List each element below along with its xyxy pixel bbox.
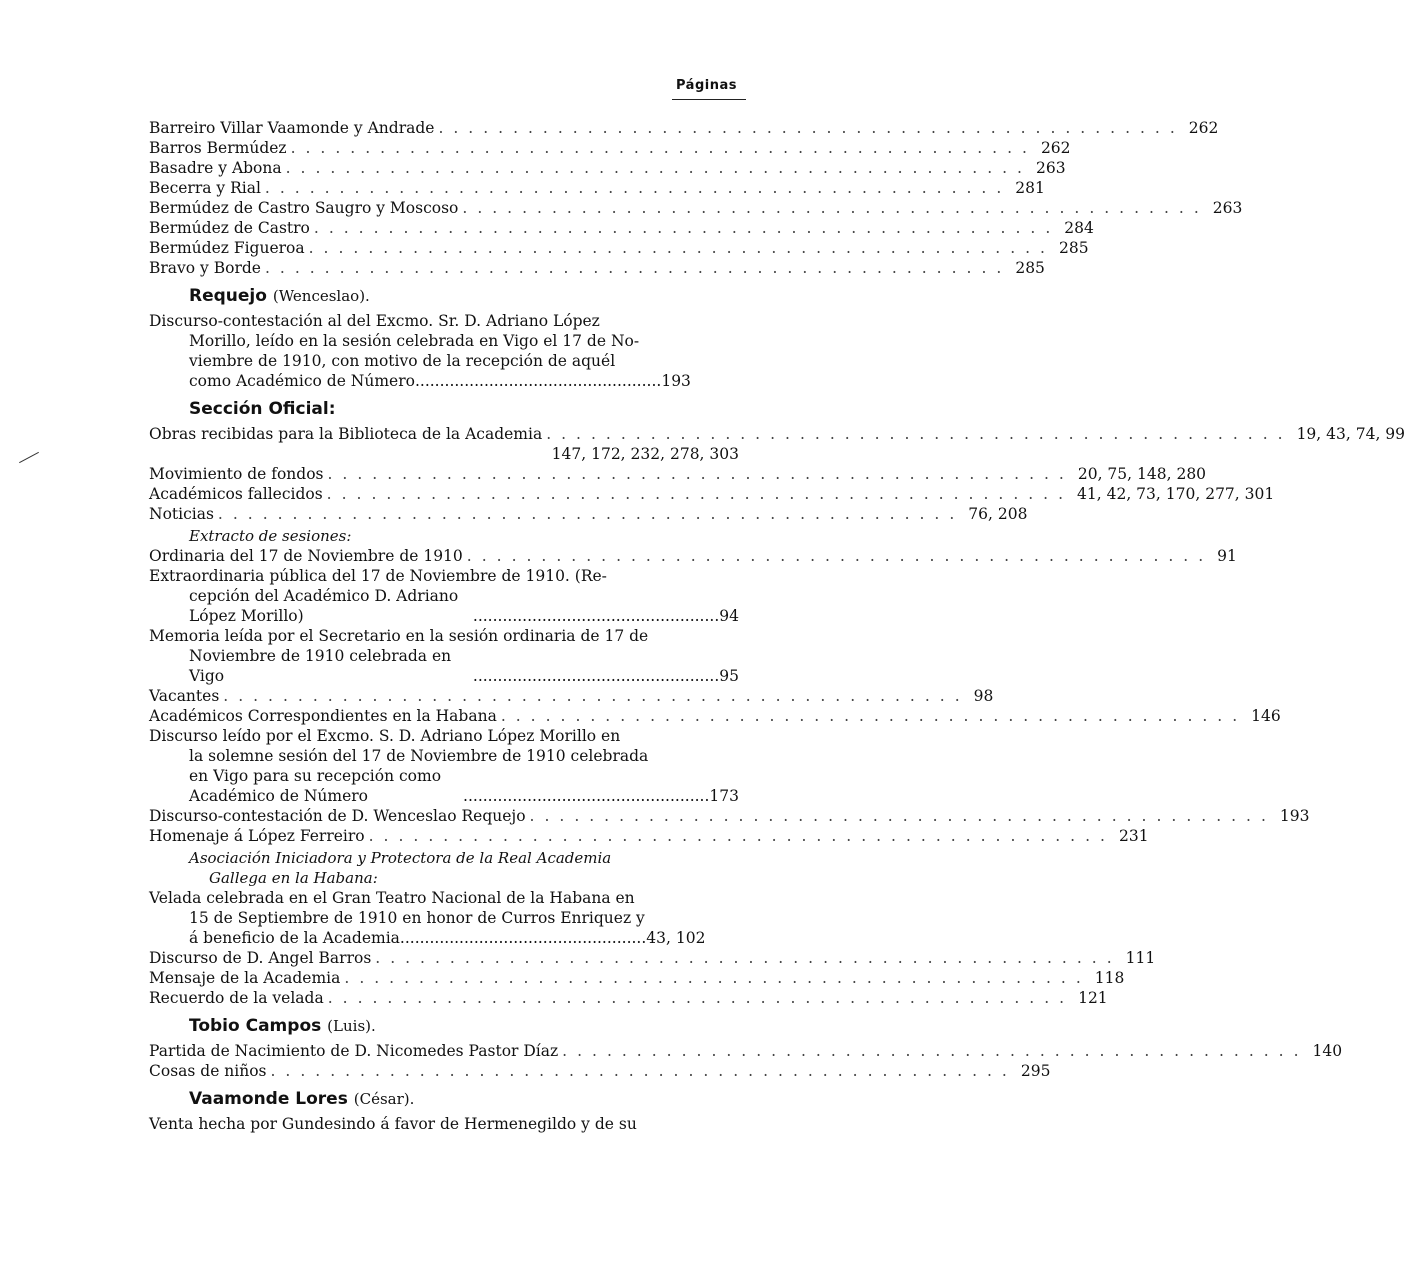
index-entry: Discurso-contestación de D. Wenceslao Requejo .................................................. 193	[149, 807, 1310, 825]
index-entry: Bermúdez de Castro Saugro y Moscoso .................................................. 263	[149, 199, 1243, 217]
index-entry: Mensaje de la Academia .................................................. 118	[149, 969, 1125, 987]
index-entry: Noticias .................................................. 76, 208	[149, 505, 1028, 523]
subsection-heading-cont: Gallega en la Habana:	[209, 869, 378, 887]
index-entry: Barreiro Villar Vaamonde y Andrade .................................................. 262	[149, 119, 1219, 137]
index-entry: Académicos Correspondientes en la Habana .................................................. 146	[149, 707, 1281, 725]
index-entry: Discurso de D. Angel Barros .................................................. 111	[149, 949, 1156, 967]
index-entry: Extraordinaria pública del 17 de Noviembre de 1910. (Re- cepción del Académico D. Adriano López Morillo) .................................................. 94	[149, 567, 739, 625]
index-entry: Discurso-contestación al del Excmo. Sr. D. Adriano López Morillo, leído en la sesión celebrada en Vigo el 17 de No- viembre de 1910, con motivo de la recepción de aquél como Académico de Número .................................................. 193	[149, 312, 691, 390]
index-entry: Partida de Nacimiento de D. Nicomedes Pastor Díaz .................................................. 140	[149, 1042, 1343, 1060]
header-rule	[672, 99, 746, 100]
subsection-heading: Extracto de sesiones:	[189, 527, 352, 545]
margin-mark	[19, 452, 39, 463]
page-header-label: Páginas	[676, 78, 737, 93]
index-entry: Velada celebrada en el Gran Teatro Nacional de la Habana en 15 de Septiembre de 1910 en honor de Curros Enriquez y á beneficio de la Academia .................................................. 43, 102	[149, 889, 706, 947]
index-entry: Ordinaria del 17 de Noviembre de 1910 .................................................. 91	[149, 547, 1237, 565]
index-entry: Memoria leída por el Secretario en la sesión ordinaria de 17 de Noviembre de 1910 celebrada en Vigo .................................................. 95	[149, 627, 739, 685]
index-entry: Basadre y Abona .................................................. 263	[149, 159, 1066, 177]
index-entry: Académicos fallecidos .................................................. 41, 42, 73, 170, 277, 301	[149, 485, 1275, 503]
index-entry: Movimiento de fondos .................................................. 20, 75, 148, 280	[149, 465, 1207, 483]
index-entry: Vacantes .................................................. 98	[149, 687, 994, 705]
index-entry: Bermúdez Figueroa .................................................. 285	[149, 239, 1089, 257]
index-entry: Cosas de niños .................................................. 295	[149, 1062, 1051, 1080]
author-heading-requejo: Requejo (Wenceslao).	[189, 286, 370, 306]
subsection-heading: Asociación Iniciadora y Protectora de la Real Academia	[189, 849, 612, 867]
index-entry: Becerra y Rial .................................................. 281	[149, 179, 1045, 197]
index-entry: Obras recibidas para la Biblioteca de la Academia .................................................. 19, 43, 74, 99 147, 172, 232, 278, 303	[149, 425, 1405, 463]
index-entry: Homenaje á López Ferreiro .................................................. 231	[149, 827, 1149, 845]
index-entry: Recuerdo de la velada .................................................. 121	[149, 989, 1108, 1007]
index-entry: Bravo y Borde .................................................. 285	[149, 259, 1045, 277]
section-heading: Sección Oficial:	[189, 399, 336, 419]
index-content	[149, 118, 1405, 1134]
author-heading-tobio: Tobio Campos (Luis).	[189, 1016, 376, 1036]
index-entry: Bermúdez de Castro .................................................. 284	[149, 219, 1094, 237]
index-entry: Discurso leído por el Excmo. S. D. Adriano López Morillo en la solemne sesión del 17 de Noviembre de 1910 celebrada en Vigo para su recepción como Académico de Número .................................................. 173	[149, 727, 739, 805]
author-heading-vaamonde: Vaamonde Lores (César).	[189, 1089, 415, 1109]
index-entry: Barros Bermúdez .................................................. 262	[149, 139, 1071, 157]
index-entry: Venta hecha por Gundesindo á favor de Hermenegildo y de su	[149, 1115, 637, 1133]
